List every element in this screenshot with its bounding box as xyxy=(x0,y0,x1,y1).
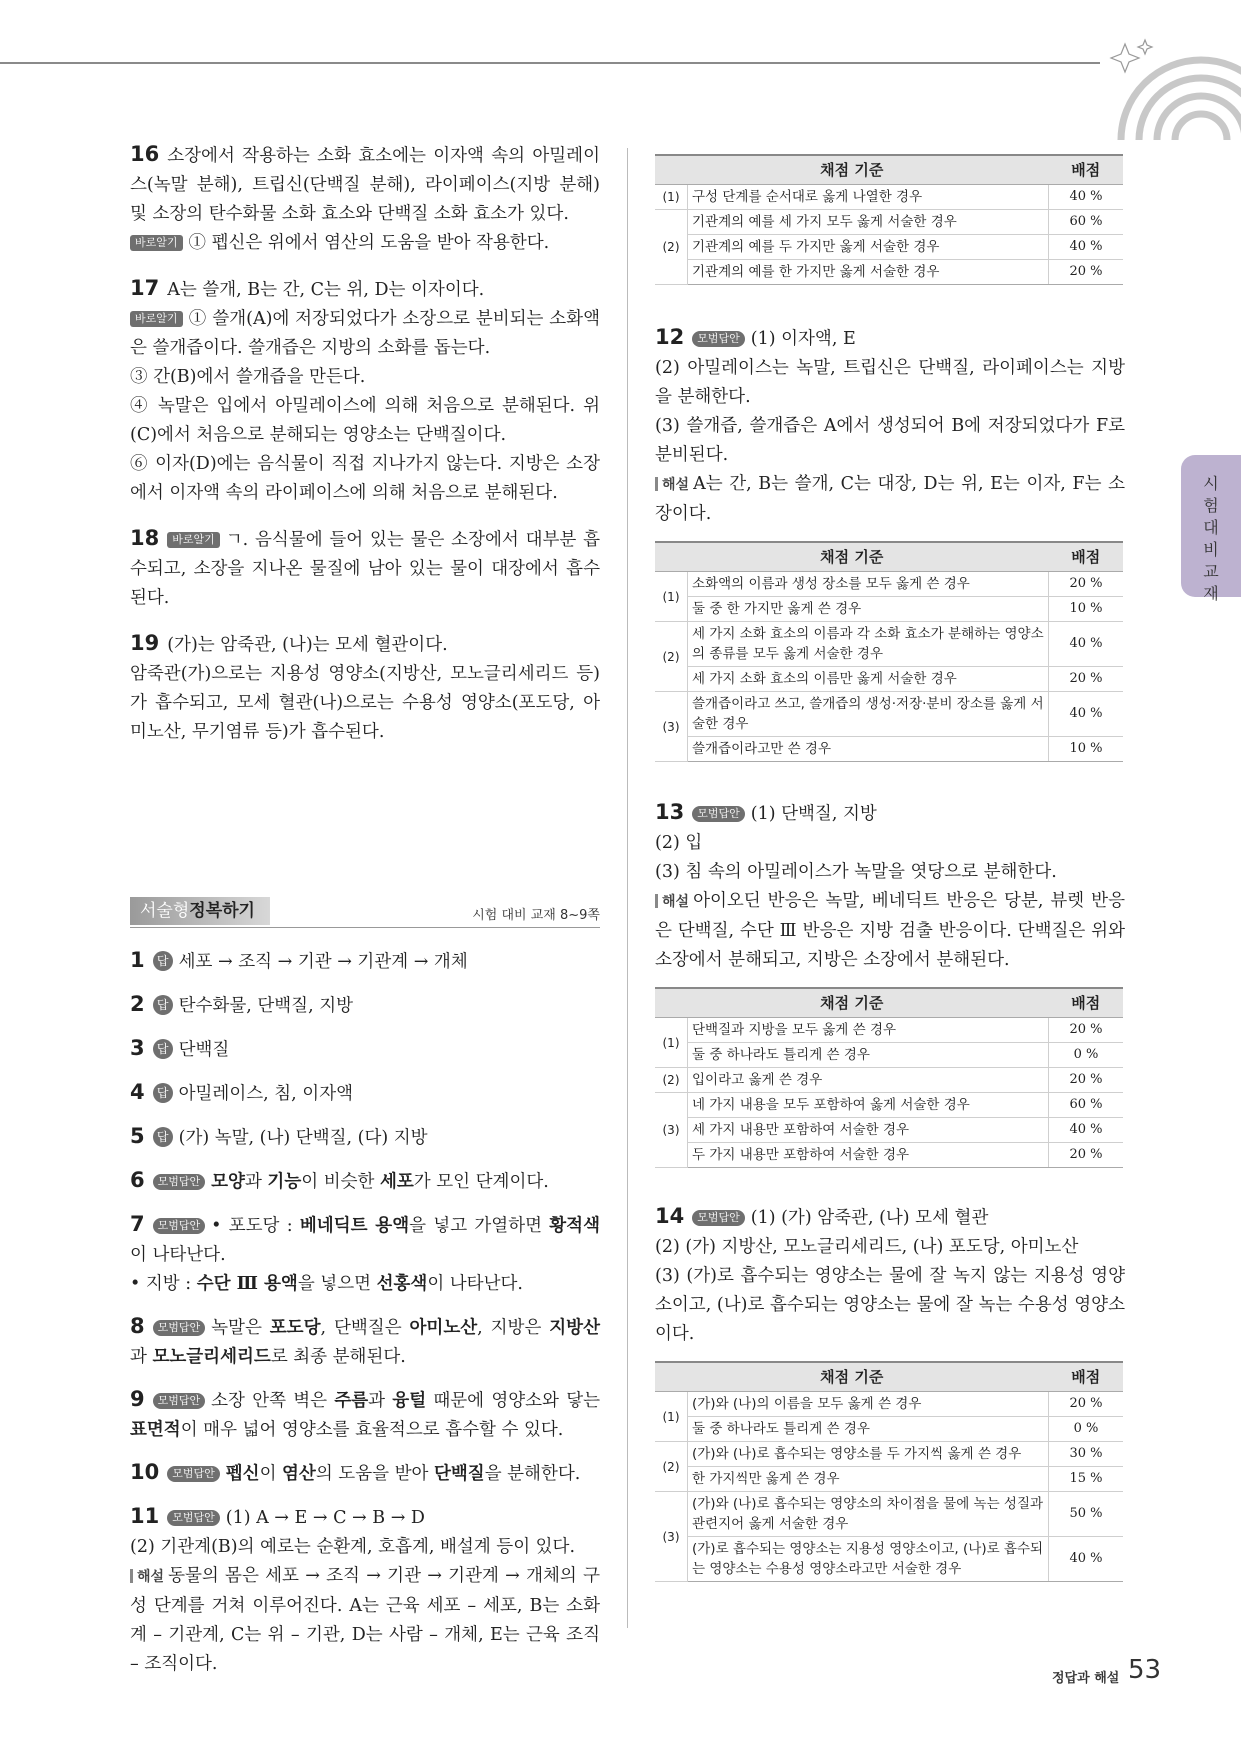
section-title-b: 정복하기 xyxy=(189,901,255,921)
answer-6 xyxy=(130,1166,600,1197)
points-cell: 20 % xyxy=(1049,260,1124,285)
answer-text: 을 넣으면 xyxy=(297,1274,377,1294)
question-number: 13 xyxy=(655,800,685,824)
points-cell: 40 % xyxy=(1049,622,1124,667)
answer-text: 녹말은 xyxy=(211,1318,270,1338)
points-cell: 30 % xyxy=(1049,1442,1124,1467)
answer-16 xyxy=(130,140,600,258)
answer-text: 이 xyxy=(259,1464,283,1484)
model-answer-tag: 모범답안 xyxy=(153,1174,206,1190)
table-row xyxy=(655,622,1123,667)
answer-text: (가) 녹말, (나) 단백질, (다) 지방 xyxy=(178,1128,428,1148)
answer-13 xyxy=(655,798,1125,975)
explanation-text: 동물의 몸은 세포 → 조직 → 기관 → 기관계 → 개체의 구성 단계를 거쳐 이루어진다. A는 근육 세포 – 세포, B는 소화계 – 기관계, C는 위 – 기관, D는 사람 – 개체, E는 근육 조직 – 조직이다. xyxy=(130,1566,600,1674)
points-cell: 40 % xyxy=(1049,185,1124,210)
question-number: 2 xyxy=(130,992,145,1016)
sub-question: (1) xyxy=(655,1018,688,1068)
table-row xyxy=(655,1093,1123,1118)
points-cell: 20 % xyxy=(1049,1018,1124,1043)
answer-text: 과 xyxy=(368,1391,393,1411)
model-answer-tag: 모범답안 xyxy=(692,331,745,347)
question-number: 9 xyxy=(130,1387,145,1411)
keyword: 주름 xyxy=(334,1391,369,1411)
answer-badge: 답 xyxy=(153,1083,173,1103)
answer-7 xyxy=(130,1210,600,1299)
points-cell: 20 % xyxy=(1049,1392,1124,1417)
answer-text: , 지방은 xyxy=(477,1318,550,1338)
correction-tag: 바로알기 xyxy=(130,311,183,327)
table-row xyxy=(655,1118,1123,1143)
table-row xyxy=(655,572,1123,597)
model-answer-tag: 모범답안 xyxy=(153,1393,206,1409)
points-cell: 40 % xyxy=(1049,235,1124,260)
criteria-cell: 소화액의 이름과 생성 장소를 모두 옳게 쓴 경우 xyxy=(688,572,1049,597)
criteria-cell: (가)와 (나)의 이름을 모두 옳게 쓴 경우 xyxy=(688,1392,1049,1417)
question-number: 17 xyxy=(130,276,160,300)
keyword: 모양 xyxy=(211,1172,245,1192)
answer-text: (1) 단백질, 지방 xyxy=(750,804,877,824)
sub-question: (3) xyxy=(655,1093,688,1168)
criteria-cell: 쓸개즙이라고 쓰고, 쓸개즙의 생성·저장·분비 장소를 옳게 서술한 경우 xyxy=(688,692,1049,737)
answer-badge: 답 xyxy=(153,1127,173,1147)
table-row xyxy=(655,1392,1123,1417)
grading-table-11 xyxy=(655,154,1123,285)
keyword: 포도당 xyxy=(269,1318,321,1338)
answer-5 xyxy=(130,1122,600,1153)
answer-text: 과 xyxy=(244,1172,268,1192)
correction-tag: 바로알기 xyxy=(130,235,183,251)
table-row xyxy=(655,1537,1123,1582)
grading-table-12 xyxy=(655,541,1123,762)
question-number: 3 xyxy=(130,1036,145,1060)
table-row xyxy=(655,1043,1123,1068)
table-row xyxy=(655,1417,1123,1442)
answer-text: , 단백질은 xyxy=(320,1318,410,1338)
right-column xyxy=(655,148,1125,1582)
sub-question: (2) xyxy=(655,210,688,285)
explanation-text: A는 간, B는 쓸개, C는 대장, D는 위, E는 이자, F는 소장이다. xyxy=(655,474,1125,524)
table-row xyxy=(655,260,1123,285)
points-cell: 20 % xyxy=(1049,667,1124,692)
table-row xyxy=(655,1492,1123,1537)
keyword: 선홍색 xyxy=(376,1274,428,1294)
section-title xyxy=(130,897,270,925)
points-header: 배점 xyxy=(1049,155,1124,185)
answer-text: (2) 기관계(B)의 예로는 순환계, 호흡계, 배설계 등이 있다. xyxy=(130,1537,576,1557)
sub-question: (2) xyxy=(655,1442,688,1492)
table-row xyxy=(655,692,1123,737)
answer-text: 때문에 영양소와 닿는 xyxy=(426,1391,600,1411)
model-answer-tag: 모범답안 xyxy=(153,1320,206,1336)
answer-text: (3) (가)로 흡수되는 영양소는 물에 잘 녹지 않는 지용성 영양소이고, (나)로 흡수되는 영양소는 물에 잘 녹는 수용성 영양소이다. xyxy=(655,1266,1125,1344)
column-divider xyxy=(627,148,628,1628)
points-cell: 10 % xyxy=(1049,737,1124,762)
model-answer-tag: 모범답안 xyxy=(692,1210,745,1226)
explanation-label: 해설 xyxy=(655,477,689,493)
criteria-header: 채점 기준 xyxy=(655,1362,1049,1392)
keyword: 아미노산 xyxy=(409,1318,478,1338)
model-answer-tag: 모범답안 xyxy=(692,806,745,822)
answer-text: 소장에서 작용하는 소화 효소에는 이자액 속의 아밀레이스(녹말 분해), 트립신(단백질 분해), 라이페이스(지방 분해) 및 소장의 탄수화물 소화 효소와 단백질 소화 효소가 있다. xyxy=(130,146,600,224)
answer-8 xyxy=(130,1312,600,1372)
answer-text: 이 매우 넓어 영양소를 효율적으로 흡수할 수 있다. xyxy=(180,1420,564,1440)
points-cell: 0 % xyxy=(1049,1417,1124,1442)
answer-text: (2) 입 xyxy=(655,833,703,853)
answer-text: (1) 이자액, E xyxy=(750,329,856,349)
criteria-cell: 둘 중 하나라도 틀리게 쓴 경우 xyxy=(688,1417,1049,1442)
criteria-cell: 기관계의 예를 두 가지만 옳게 서술한 경우 xyxy=(688,235,1049,260)
keyword: 지방산 xyxy=(549,1318,600,1338)
table-row xyxy=(655,1442,1123,1467)
table-row xyxy=(655,235,1123,260)
sub-question: (3) xyxy=(655,1492,688,1582)
answer-text: 암죽관(가)으로는 지용성 영양소(지방산, 모노글리세리드 등)가 흡수되고, 모세 혈관(나)으로는 수용성 영양소(포도당, 아미노산, 무기염류 등)가 흡수된다. xyxy=(130,664,600,742)
criteria-cell: (가)와 (나)로 흡수되는 영양소를 두 가지씩 옳게 쓴 경우 xyxy=(688,1442,1049,1467)
answer-10 xyxy=(130,1458,600,1489)
sub-question: (2) xyxy=(655,1068,688,1093)
points-header: 배점 xyxy=(1049,1362,1124,1392)
explanation-label: 해설 xyxy=(130,1569,164,1585)
criteria-cell: 한 가지씩만 옳게 쓴 경우 xyxy=(688,1467,1049,1492)
question-number: 8 xyxy=(130,1314,145,1338)
table-row xyxy=(655,1018,1123,1043)
keyword: 베네딕트 용액 xyxy=(299,1216,410,1236)
question-number: 7 xyxy=(130,1212,145,1236)
table-row xyxy=(655,210,1123,235)
answer-text: 과 xyxy=(130,1347,153,1367)
section-title-a: 서술형 xyxy=(140,901,190,921)
points-cell: 20 % xyxy=(1049,1143,1124,1168)
model-answer-tag: 모범답안 xyxy=(167,1510,220,1526)
sub-question: (2) xyxy=(655,622,688,692)
correction-text: ① 쓸개(A)에 저장되었다가 소장으로 분비되는 소화액은 쓸개즙이다. 쓸개즙은 지방의 소화를 돕는다. xyxy=(130,309,600,358)
criteria-cell: 네 가지 내용을 모두 포함하여 옳게 서술한 경우 xyxy=(688,1093,1049,1118)
question-number: 1 xyxy=(130,948,145,972)
criteria-cell: (가)와 (나)로 흡수되는 영양소의 차이점을 물에 녹는 성질과 관련지어 옳게 서술한 경우 xyxy=(688,1492,1049,1537)
question-number: 11 xyxy=(130,1504,160,1528)
criteria-cell: 쓸개즙이라고만 쓴 경우 xyxy=(688,737,1049,762)
answer-text: 을 넣고 가열하면 xyxy=(409,1216,550,1236)
answer-1 xyxy=(130,946,600,977)
keyword: 염산 xyxy=(282,1464,316,1484)
criteria-cell: 둘 중 한 가지만 옳게 쓴 경우 xyxy=(688,597,1049,622)
keyword: 단백질 xyxy=(433,1464,485,1484)
criteria-cell: 두 가지 내용만 포함하여 서술한 경우 xyxy=(688,1143,1049,1168)
question-number: 14 xyxy=(655,1204,685,1228)
points-cell: 20 % xyxy=(1049,572,1124,597)
criteria-cell: 구성 단계를 순서대로 옳게 나열한 경우 xyxy=(688,185,1049,210)
points-cell: 40 % xyxy=(1049,692,1124,737)
header-rule xyxy=(0,62,1100,64)
sub-question: (1) xyxy=(655,1392,688,1442)
sparkle-icon xyxy=(1111,40,1152,72)
table-row xyxy=(655,737,1123,762)
keyword: 표면적 xyxy=(130,1420,181,1440)
answer-badge: 답 xyxy=(153,995,173,1015)
criteria-cell: 입이라고 옳게 쓴 경우 xyxy=(688,1068,1049,1093)
answer-4 xyxy=(130,1078,600,1109)
points-cell: 60 % xyxy=(1049,1093,1124,1118)
answer-text: 단백질 xyxy=(178,1040,230,1060)
model-answer-tag: 모범답안 xyxy=(167,1466,220,1482)
question-number: 6 xyxy=(130,1168,145,1192)
criteria-header: 채점 기준 xyxy=(655,988,1049,1018)
criteria-cell: 단백질과 지방을 모두 옳게 쓴 경우 xyxy=(688,1018,1049,1043)
table-row xyxy=(655,1143,1123,1168)
question-number: 18 xyxy=(130,526,160,550)
answer-badge: 답 xyxy=(153,951,173,971)
sub-question: (1) xyxy=(655,185,688,210)
points-cell: 20 % xyxy=(1049,1068,1124,1093)
answer-text: 가 모인 단계이다. xyxy=(413,1172,549,1192)
question-number: 19 xyxy=(130,631,160,655)
answer-text: (3) 쓸개즙, 쓸개즙은 A에서 생성되어 B에 저장되었다가 F로 분비된다. xyxy=(655,416,1125,465)
answer-text: (1) (가) 암죽관, (나) 모세 혈관 xyxy=(750,1208,989,1228)
criteria-header: 채점 기준 xyxy=(655,155,1049,185)
answer-text: 을 분해한다. xyxy=(484,1464,581,1484)
answer-12 xyxy=(655,323,1125,529)
side-tab-label: 시험 대비 교재 xyxy=(1203,474,1219,603)
correction-text: ⑥ 이자(D)에는 음식물이 직접 지나가지 않는다. 지방은 소장에서 이자액 속의 라이페이스에 의해 처음으로 분해된다. xyxy=(130,454,600,503)
criteria-cell: 세 가지 소화 효소의 이름만 옳게 서술한 경우 xyxy=(688,667,1049,692)
page-number: 53 xyxy=(1128,1655,1162,1685)
points-cell: 40 % xyxy=(1049,1118,1124,1143)
correction-tag: 바로알기 xyxy=(167,532,220,548)
question-number: 12 xyxy=(655,325,685,349)
points-cell: 40 % xyxy=(1049,1537,1124,1582)
answer-text: • 포도당 : xyxy=(211,1216,300,1236)
criteria-cell: 기관계의 예를 세 가지 모두 옳게 서술한 경우 xyxy=(688,210,1049,235)
table-row xyxy=(655,1068,1123,1093)
footer-label: 정답과 해설 xyxy=(1052,1671,1120,1686)
table-row xyxy=(655,667,1123,692)
points-header: 배점 xyxy=(1049,542,1124,572)
criteria-cell: (가)로 흡수되는 영양소는 지용성 영양소이고, (나)로 흡수되는 영양소는 수용성 영양소라고만 서술한 경우 xyxy=(688,1537,1049,1582)
points-header: 배점 xyxy=(1049,988,1124,1018)
correction-text: ① 펩신은 위에서 염산의 도움을 받아 작용한다. xyxy=(188,233,550,253)
grading-table-13 xyxy=(655,987,1123,1168)
answer-text: 로 최종 분해된다. xyxy=(270,1347,406,1367)
answer-text: 소장 안쪽 벽은 xyxy=(211,1391,335,1411)
keyword: 융털 xyxy=(392,1391,427,1411)
criteria-cell: 기관계의 예를 한 가지만 옳게 서술한 경우 xyxy=(688,260,1049,285)
answer-17 xyxy=(130,274,600,508)
table-row xyxy=(655,1467,1123,1492)
answer-text: (1) A → E → C → B → D xyxy=(225,1508,425,1528)
points-cell: 0 % xyxy=(1049,1043,1124,1068)
points-cell: 10 % xyxy=(1049,597,1124,622)
answer-text: (2) (가) 지방산, 모노글리세리드, (나) 포도당, 아미노산 xyxy=(655,1237,1079,1257)
side-index-tab[interactable] xyxy=(1181,455,1241,603)
table-row xyxy=(655,185,1123,210)
answer-badge: 답 xyxy=(153,1039,173,1059)
question-number: 5 xyxy=(130,1124,145,1148)
criteria-cell: 세 가지 내용만 포함하여 서술한 경우 xyxy=(688,1118,1049,1143)
explanation-label: 해설 xyxy=(655,894,689,910)
answer-9 xyxy=(130,1385,600,1445)
question-number: 10 xyxy=(130,1460,160,1484)
left-column xyxy=(130,140,600,1679)
table-row xyxy=(655,597,1123,622)
answer-text: 의 도움을 받아 xyxy=(315,1464,434,1484)
keyword: 기능 xyxy=(267,1172,302,1192)
question-number: 16 xyxy=(130,142,160,166)
answer-11 xyxy=(130,1502,600,1679)
keyword: 황적색 xyxy=(549,1216,600,1236)
sub-question: (1) xyxy=(655,572,688,622)
answer-text: 이 나타난다. xyxy=(427,1274,523,1294)
sub-question: (3) xyxy=(655,692,688,762)
keyword: 세포 xyxy=(379,1172,414,1192)
header-wave-decoration xyxy=(1081,0,1241,140)
answer-19 xyxy=(130,629,600,747)
correction-text: ㄱ. 음식물에 들어 있는 물은 소장에서 대부분 흡수되고, 소장을 지나온 물질에 남아 있는 물이 대장에서 흡수된다. xyxy=(130,530,600,608)
correction-text: ④ 녹말은 입에서 아밀레이스에 의해 처음으로 분해된다. 위(C)에서 처음으로 분해되는 영양소는 단백질이다. xyxy=(130,396,600,445)
answer-text: 이 비슷한 xyxy=(301,1172,380,1192)
question-number: 4 xyxy=(130,1080,145,1104)
model-answer-tag: 모범답안 xyxy=(153,1218,206,1234)
answer-text: A는 쓸개, B는 간, C는 위, D는 이자이다. xyxy=(167,280,485,300)
answer-text: 탄수화물, 단백질, 지방 xyxy=(178,996,354,1016)
answer-text: (가)는 암죽관, (나)는 모세 혈관이다. xyxy=(167,635,448,655)
correction-text: ③ 간(B)에서 쓸개즙을 만든다. xyxy=(130,367,366,387)
answer-text: (3) 침 속의 아밀레이스가 녹말을 엿당으로 분해한다. xyxy=(655,862,1057,882)
answer-3 xyxy=(130,1034,600,1065)
criteria-cell: 둘 중 하나라도 틀리게 쓴 경우 xyxy=(688,1043,1049,1068)
keyword: 펩신 xyxy=(225,1464,260,1484)
answer-18 xyxy=(130,524,600,613)
answer-text: 이 나타난다. xyxy=(130,1245,226,1265)
section-page-reference: 시험 대비 교재 8~9쪽 xyxy=(472,908,600,923)
grading-table-14 xyxy=(655,1361,1123,1582)
points-cell: 50 % xyxy=(1049,1492,1124,1537)
points-cell: 60 % xyxy=(1049,210,1124,235)
keyword: 모노글리세리드 xyxy=(152,1347,271,1367)
explanation-text: 아이오딘 반응은 녹말, 베네딕트 반응은 당분, 뷰렛 반응은 단백질, 수단 Ⅲ 반응은 지방 검출 반응이다. 단백질은 위와 소장에서 분해되고, 지방은 소장에서 분해된다. xyxy=(655,891,1125,970)
answer-14 xyxy=(655,1202,1125,1349)
answer-text: • 지방 : xyxy=(130,1274,197,1294)
answer-text: 아밀레이스, 침, 이자액 xyxy=(178,1084,354,1104)
answer-text: 세포 → 조직 → 기관 → 기관계 → 개체 xyxy=(178,952,468,972)
criteria-header: 채점 기준 xyxy=(655,542,1049,572)
section-header xyxy=(130,897,600,928)
criteria-cell: 세 가지 소화 효소의 이름과 각 소화 효소가 분해하는 영양소의 종류를 모두 옳게 서술한 경우 xyxy=(688,622,1049,667)
points-cell: 15 % xyxy=(1049,1467,1124,1492)
answer-2 xyxy=(130,990,600,1021)
keyword: 수단 Ⅲ 용액 xyxy=(196,1274,298,1294)
answer-text: (2) 아밀레이스는 녹말, 트립신은 단백질, 라이페이스는 지방을 분해한다. xyxy=(655,358,1125,407)
